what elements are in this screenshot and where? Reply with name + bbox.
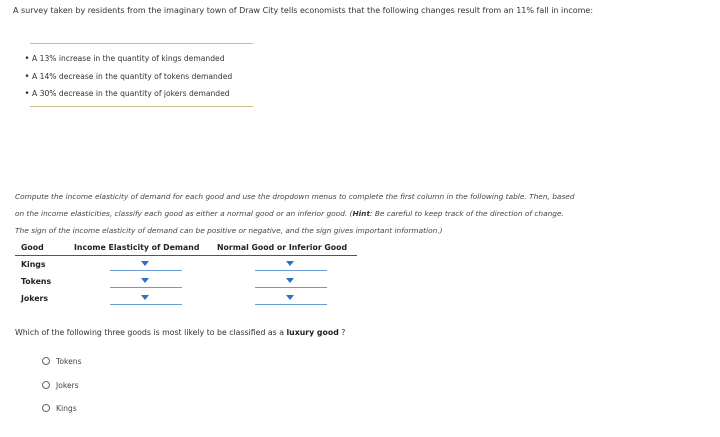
option-kings[interactable]: Kings: [42, 402, 77, 414]
option-tokens[interactable]: Tokens: [42, 355, 82, 367]
radio-button[interactable]: [42, 357, 50, 365]
hint-label: Hint: [352, 209, 370, 219]
table-row: [15, 256, 357, 274]
list-item: • A 30% decrease in the quantity of jokers demanded: [22, 87, 232, 105]
header-normal-or-inferior: Normal Good or Inferior Good: [217, 240, 357, 256]
good-label: Tokens: [21, 277, 52, 286]
radio-button[interactable]: [42, 381, 50, 389]
bullet-icon: •: [24, 71, 30, 82]
good-label: Kings: [21, 260, 46, 269]
chevron-down-icon: [286, 261, 294, 266]
radio-button[interactable]: [42, 404, 50, 412]
elasticity-table: [15, 240, 357, 307]
list-item: • A 13% increase in the quantity of kings demanded: [22, 52, 232, 70]
chevron-down-icon: [286, 295, 294, 300]
box-top-rule: [30, 43, 253, 44]
problem-intro: A survey taken by residents from the imaginary town of Draw City tells economists that the following changes result from an 11% fall in income:: [13, 6, 594, 15]
chevron-down-icon: [141, 278, 149, 283]
list-item: • A 14% decrease in the quantity of tokens demanded: [22, 70, 232, 88]
bullet-icon: •: [24, 54, 30, 64]
header-income-elasticity: Income Elasticity of Demand: [74, 240, 217, 256]
jokers-good-type-dropdown[interactable]: [255, 292, 327, 305]
kings-elasticity-dropdown[interactable]: [110, 258, 182, 271]
luxury-good-term: luxury good: [286, 328, 339, 337]
instructions: Compute the income elasticity of demand for each good and use the dropdown menus to complete the first column in the following table. Then, based on the income elasticities, classify each good as either a normal good or an inferior good. (Hint: Be careful to keep track of the direction of change. The sign of the income elasticity of demand can be positive or negative, and the sign gives important information.): [15, 192, 575, 236]
table-row: [15, 290, 357, 307]
option-jokers[interactable]: Jokers: [42, 379, 79, 391]
tokens-elasticity-dropdown[interactable]: [110, 275, 182, 288]
chevron-down-icon: [141, 261, 149, 266]
change-list: [22, 52, 232, 105]
box-bottom-rule: [30, 106, 253, 107]
table-row: [15, 273, 357, 290]
luxury-question: Which of the following three goods is most likely to be classified as a luxury good ?: [15, 328, 346, 337]
table-header-row: [15, 240, 357, 256]
good-label: Jokers: [21, 294, 49, 303]
bullet-icon: •: [24, 89, 30, 99]
jokers-elasticity-dropdown[interactable]: [110, 292, 182, 305]
chevron-down-icon: [141, 295, 149, 300]
kings-good-type-dropdown[interactable]: [255, 258, 327, 271]
tokens-good-type-dropdown[interactable]: [255, 275, 327, 288]
chevron-down-icon: [286, 278, 294, 283]
header-good: Good: [15, 240, 74, 256]
